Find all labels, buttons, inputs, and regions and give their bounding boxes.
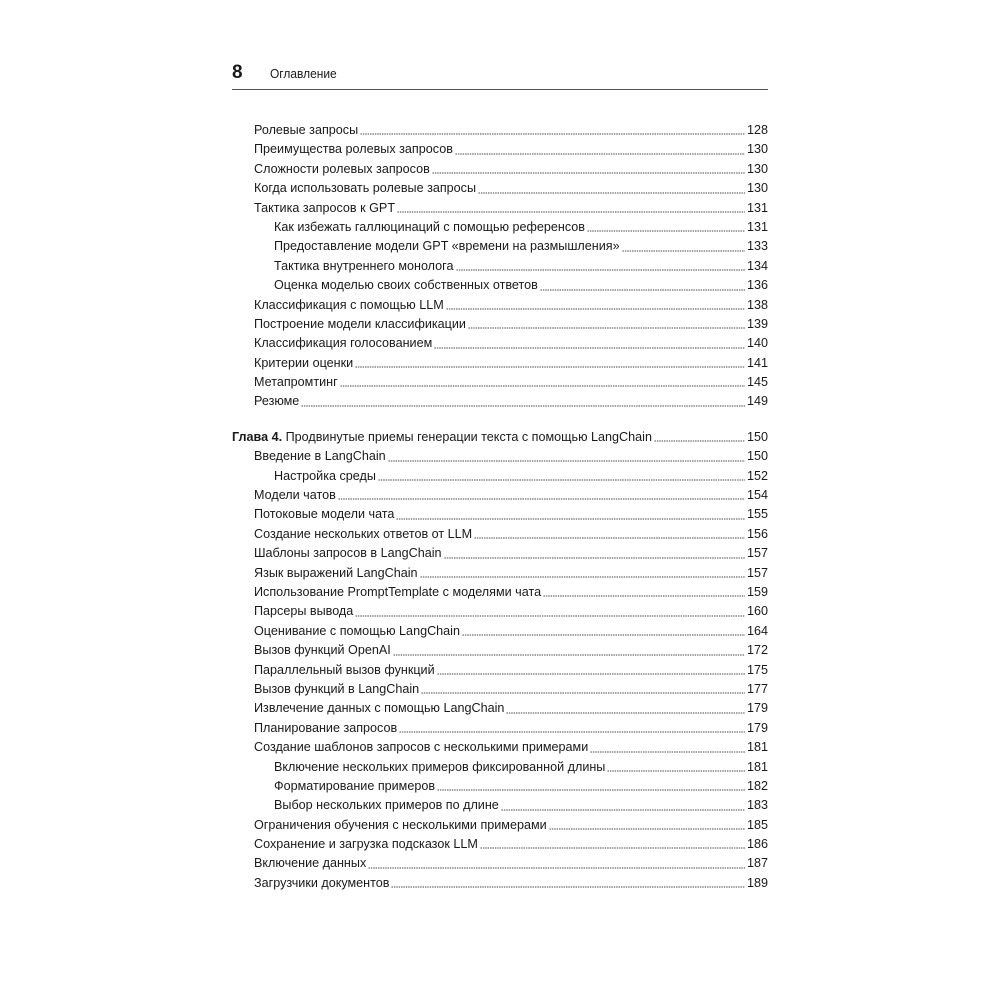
- toc-entry-title: Язык выражений LangChain: [254, 565, 418, 580]
- section-gap: [232, 412, 768, 428]
- toc-entry[interactable]: [232, 334, 768, 353]
- toc-entry-page-number: 182: [746, 778, 768, 793]
- toc-entry-page-number: 128: [746, 123, 768, 137]
- toc-entry-title: Использование PromptTemplate с моделями чата: [254, 584, 542, 599]
- toc-entry-page-number: 141: [746, 355, 768, 370]
- toc-entry[interactable]: [232, 140, 768, 159]
- running-title: Оглавление: [270, 66, 337, 81]
- toc-entry-page-number: 181: [746, 759, 768, 774]
- dot-leader: [301, 403, 745, 407]
- toc-entry-page-number: 181: [746, 740, 768, 755]
- toc-entry[interactable]: [232, 796, 768, 815]
- toc-entry-title: Метапромтинг: [254, 375, 338, 390]
- toc-entry-title: Включение данных: [254, 856, 367, 871]
- toc-group-chapter-3-end: [232, 121, 768, 412]
- toc-entry[interactable]: [232, 602, 768, 621]
- dot-leader: [468, 325, 745, 329]
- dot-leader: [590, 749, 745, 753]
- toc-entry-title: Парсеры вывода: [254, 604, 354, 619]
- toc-entry-title: Извлечение данных с помощью LangChain: [254, 701, 505, 716]
- dot-leader: [446, 306, 745, 310]
- toc-entry[interactable]: [232, 354, 768, 373]
- dot-leader: [607, 768, 745, 772]
- toc-entry-title: Вызов функций в LangChain: [254, 681, 420, 696]
- toc-entry[interactable]: [232, 199, 768, 218]
- toc-entry-page-number: 175: [746, 662, 768, 677]
- toc-entry-page-number: 157: [746, 546, 768, 561]
- dot-leader: [397, 209, 745, 213]
- page-header: [232, 62, 768, 88]
- toc-entry[interactable]: [232, 777, 768, 796]
- toc-entry-title: Классификация голосованием: [254, 336, 433, 351]
- dot-leader: [393, 652, 745, 656]
- toc-entry[interactable]: [232, 257, 768, 276]
- chapter-heading: [232, 428, 652, 447]
- chapter-label: Глава 4.: [232, 429, 283, 444]
- toc-entry[interactable]: [232, 835, 768, 854]
- toc-entry-page-number: 130: [746, 181, 768, 196]
- toc-entry[interactable]: [232, 738, 768, 757]
- toc-entry-page-number: 159: [746, 584, 768, 599]
- dot-leader: [444, 555, 745, 559]
- toc-entry-title: Сохранение и загрузка подсказок LLM: [254, 837, 478, 852]
- toc-entry-page-number: 164: [746, 623, 768, 638]
- toc-entry-page-number: 149: [746, 394, 768, 409]
- toc-entry[interactable]: [232, 622, 768, 641]
- toc-entry[interactable]: [232, 121, 768, 140]
- toc-entry-page-number: 189: [746, 875, 768, 890]
- dot-leader: [462, 632, 745, 636]
- toc-entry-title: Потоковые модели чата: [254, 507, 395, 522]
- dot-leader: [421, 690, 745, 694]
- table-of-contents: [232, 121, 768, 893]
- toc-entry-title: Сложности ролевых запросов: [254, 161, 430, 176]
- page-number: 8: [232, 62, 243, 83]
- dot-leader: [501, 807, 745, 811]
- toc-entry-title: Оценка моделью своих собственных ответов: [274, 278, 538, 293]
- dot-leader: [540, 287, 745, 291]
- dot-leader: [480, 845, 745, 849]
- toc-entry[interactable]: [232, 719, 768, 738]
- toc-entry[interactable]: [232, 179, 768, 198]
- toc-entry[interactable]: [232, 486, 768, 505]
- toc-entry-title: Ролевые запросы: [254, 123, 359, 137]
- toc-entry[interactable]: [232, 816, 768, 835]
- toc-entry[interactable]: [232, 505, 768, 524]
- toc-entry-title: Критерии оценки: [254, 355, 354, 370]
- toc-entry-page-number: 150: [746, 449, 768, 464]
- toc-entry-title: Создание шаблонов запросов с несколькими примерами: [254, 740, 589, 755]
- dot-leader: [338, 496, 745, 500]
- toc-group-chapter-4: [232, 447, 768, 893]
- toc-entry-page-number: 145: [746, 375, 768, 390]
- toc-entry-page-number: 152: [746, 468, 768, 483]
- toc-entry-title: Вызов функций OpenAI: [254, 643, 391, 658]
- toc-entry-title: Оценивание с помощью LangChain: [254, 623, 460, 638]
- toc-entry[interactable]: [232, 525, 768, 544]
- toc-entry-title: Классификация с помощью LLM: [254, 297, 444, 312]
- dot-leader: [654, 438, 745, 442]
- toc-entry[interactable]: [232, 641, 768, 660]
- dot-leader: [388, 458, 745, 462]
- toc-entry-title: Настройка среды: [274, 468, 376, 483]
- toc-entry-page-number: 183: [746, 798, 768, 813]
- toc-entry-page-number: 179: [746, 701, 768, 716]
- toc-entry-title: Загрузчики документов: [254, 875, 390, 890]
- toc-entry-title: Построение модели классификации: [254, 316, 466, 331]
- toc-entry-title: Резюме: [254, 394, 300, 409]
- toc-entry-title: Как избежать галлюцинаций с помощью референсов: [274, 219, 585, 234]
- dot-leader: [355, 364, 745, 368]
- toc-entry-title: Планирование запросов: [254, 720, 398, 735]
- toc-entry-page-number: 160: [746, 604, 768, 619]
- dot-leader: [420, 574, 745, 578]
- toc-entry[interactable]: [232, 854, 768, 873]
- toc-entry-page-number: 154: [746, 488, 768, 503]
- dot-leader: [543, 593, 745, 597]
- toc-entry[interactable]: [232, 661, 768, 680]
- toc-entry-page-number: 187: [746, 856, 768, 871]
- toc-entry-page-number: 140: [746, 336, 768, 351]
- toc-entry[interactable]: [232, 874, 768, 893]
- dot-leader: [478, 190, 745, 194]
- dot-leader: [474, 535, 745, 539]
- toc-entry[interactable]: [232, 237, 768, 256]
- toc-entry-title: Предоставление модели GPT «времени на размышления»: [274, 239, 620, 254]
- toc-entry-page-number: 186: [746, 837, 768, 852]
- dot-leader: [340, 383, 745, 387]
- toc-entry-page-number: 131: [746, 219, 768, 234]
- toc-entry-page-number: 185: [746, 817, 768, 832]
- toc-entry-page-number: 179: [746, 720, 768, 735]
- toc-entry-title: Шаблоны запросов в LangChain: [254, 546, 442, 561]
- toc-entry-page-number: 155: [746, 507, 768, 522]
- toc-entry-page-number: 177: [746, 681, 768, 696]
- toc-entry[interactable]: [232, 373, 768, 392]
- toc-entry[interactable]: [232, 447, 768, 466]
- toc-entry-page-number: 131: [746, 200, 768, 215]
- toc-entry-page-number: 138: [746, 297, 768, 312]
- toc-entry-page-number: 139: [746, 316, 768, 331]
- toc-entry-title: Тактика внутреннего монолога: [274, 258, 454, 273]
- dot-leader: [360, 131, 745, 135]
- dot-leader: [378, 477, 745, 481]
- toc-entry-title: Параллельный вызов функций: [254, 662, 435, 677]
- toc-entry[interactable]: [232, 583, 768, 602]
- toc-entry-title: Создание нескольких ответов от LLM: [254, 526, 473, 541]
- dot-leader: [587, 228, 745, 232]
- toc-entry-page-number: 133: [746, 239, 768, 254]
- dot-leader: [355, 613, 745, 617]
- dot-leader: [399, 729, 745, 733]
- toc-entry-page-number: 172: [746, 643, 768, 658]
- dot-leader: [456, 267, 745, 271]
- toc-entry[interactable]: [232, 160, 768, 179]
- dot-leader: [506, 710, 745, 714]
- toc-entry-page-number: 157: [746, 565, 768, 580]
- dot-leader: [396, 516, 745, 520]
- dot-leader: [549, 826, 745, 830]
- toc-entry-title: Форматирование примеров: [274, 778, 436, 793]
- toc-entry[interactable]: [232, 544, 768, 563]
- dot-leader: [434, 345, 745, 349]
- header-rule: [232, 89, 768, 90]
- toc-entry[interactable]: [232, 564, 768, 583]
- toc-entry-title: Преимущества ролевых запросов: [254, 142, 453, 157]
- dot-leader: [437, 787, 745, 791]
- toc-entry[interactable]: [232, 315, 768, 334]
- toc-entry-title: Ограничения обучения с несколькими примерами: [254, 817, 547, 832]
- toc-entry-page-number: 130: [746, 142, 768, 157]
- chapter-title: Продвинутые приемы генерации текста с помощью LangChain: [282, 429, 652, 444]
- toc-entry-title: Выбор нескольких примеров по длине: [274, 798, 499, 813]
- toc-entry-title: Когда использовать ролевые запросы: [254, 181, 477, 196]
- toc-entry[interactable]: [232, 758, 768, 777]
- toc-chapter-entry[interactable]: [232, 428, 768, 447]
- dot-leader: [455, 151, 745, 155]
- toc-entry-title: Включение нескольких примеров фиксированной длины: [274, 759, 606, 774]
- dot-leader: [437, 671, 745, 675]
- toc-entry-page-number: 156: [746, 526, 768, 541]
- toc-entry[interactable]: [232, 680, 768, 699]
- toc-entry-page-number: 130: [746, 161, 768, 176]
- toc-entry[interactable]: [232, 467, 768, 486]
- toc-entry-page-number: 134: [746, 258, 768, 273]
- toc-entry[interactable]: [232, 276, 768, 295]
- dot-leader: [432, 170, 745, 174]
- chapter-page-number: 150: [746, 429, 768, 444]
- toc-entry-title: Введение в LangChain: [254, 449, 386, 464]
- dot-leader: [391, 884, 745, 888]
- toc-entry-title: Модели чатов: [254, 488, 336, 503]
- toc-entry[interactable]: [232, 392, 768, 411]
- toc-entry[interactable]: [232, 296, 768, 315]
- toc-entry[interactable]: [232, 699, 768, 718]
- dot-leader: [622, 248, 745, 252]
- dot-leader: [368, 865, 745, 869]
- toc-entry-title: Тактика запросов к GPT: [254, 200, 396, 215]
- toc-entry-page-number: 136: [746, 278, 768, 293]
- toc-entry[interactable]: [232, 218, 768, 237]
